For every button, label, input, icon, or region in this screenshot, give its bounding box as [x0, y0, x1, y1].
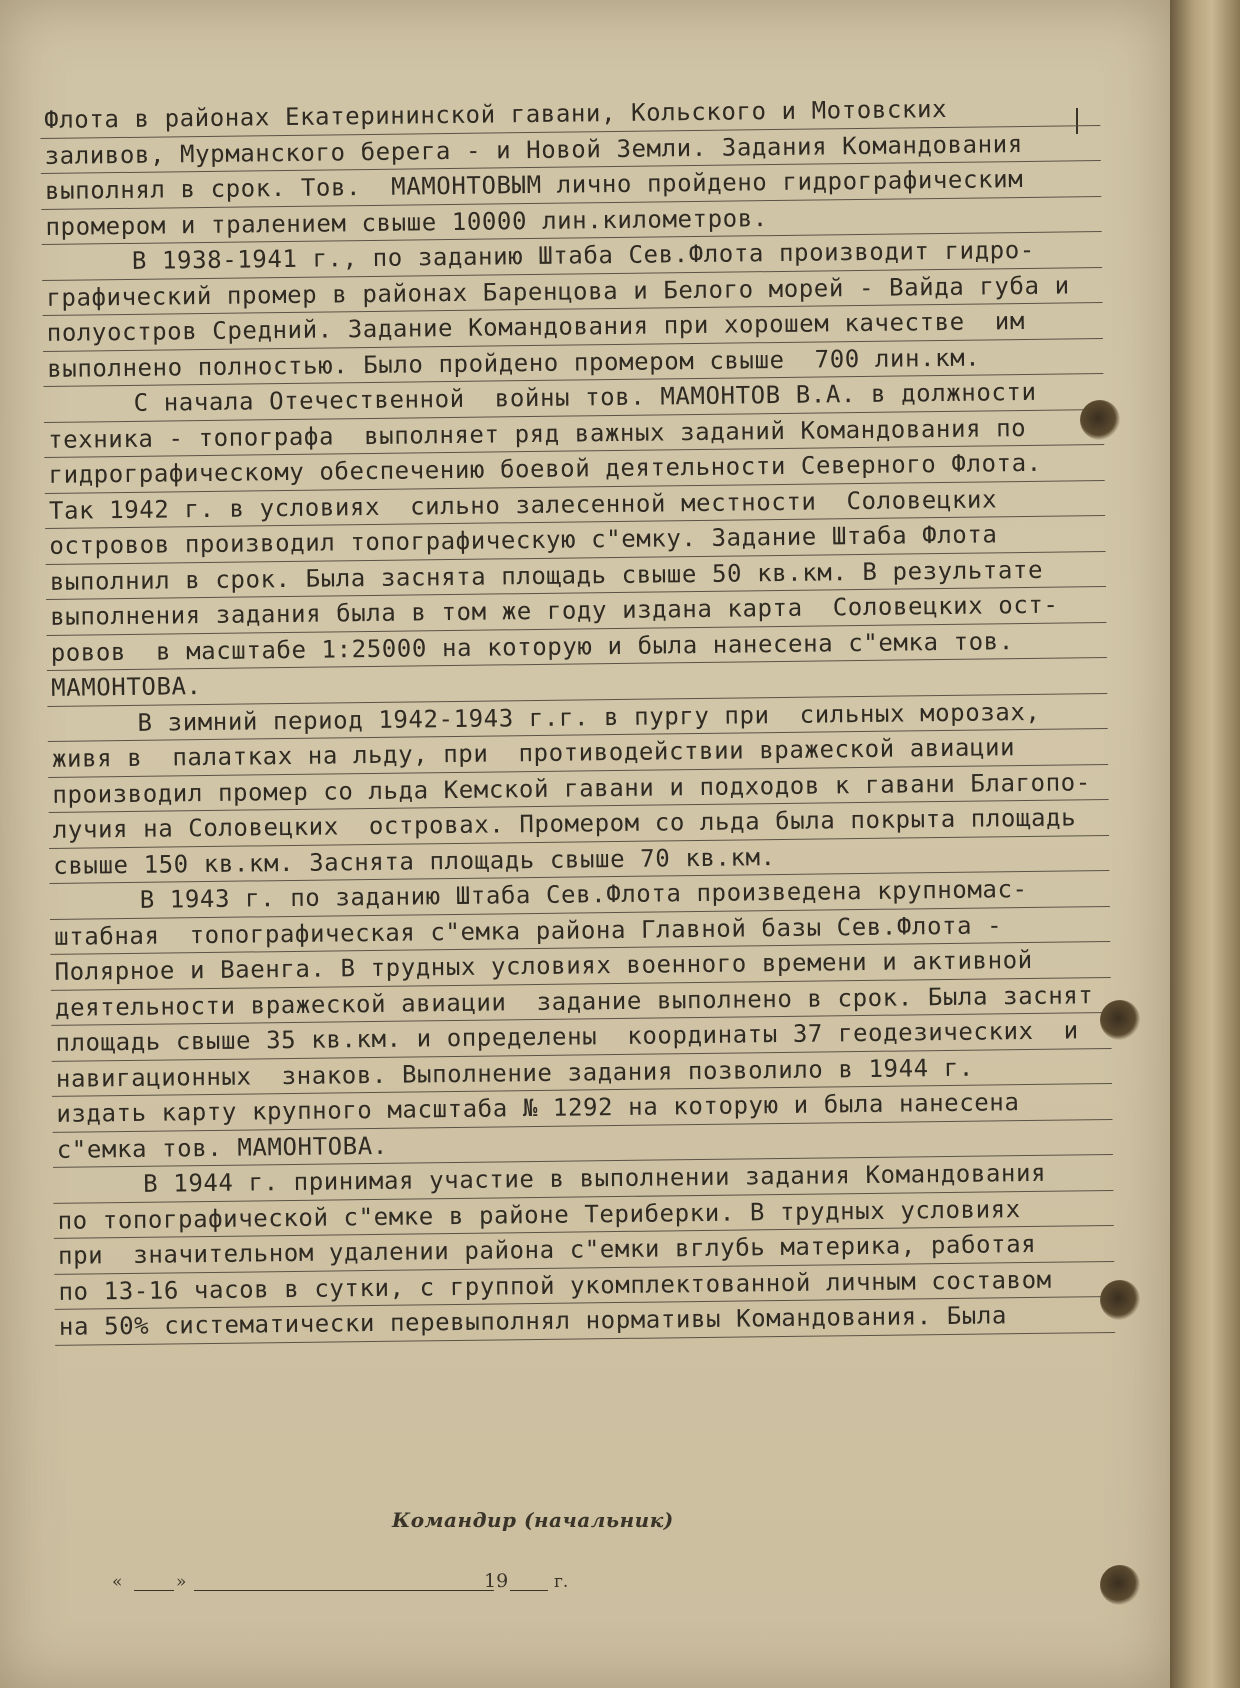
- text-line: выполнения задания была в том же году издана карта Соловецких ост-: [46, 587, 1106, 635]
- text-line: выполнил в срок. Была заснята площадь свыше 50 кв.км. В результате: [46, 552, 1106, 600]
- text-line: графический промер в районах Баренцова и Белого морей - Вайда губа и: [42, 268, 1102, 316]
- text-line: с"емка тов. МАМОНТОВА.: [53, 1119, 1113, 1167]
- year-prefix: 19: [484, 1570, 509, 1592]
- month-blank: [194, 1590, 494, 1591]
- text-line: деятельности вражеской авиации задание выполнено в срок. Была заснят: [51, 977, 1111, 1025]
- binder-hole-decoration: [1100, 1565, 1140, 1605]
- text-line: Полярное и Ваенга. В трудных условиях военного времени и активной: [50, 942, 1110, 990]
- text-line: издать карту крупного масштаба № 1292 на которую и была нанесена: [52, 1084, 1112, 1132]
- text-line: МАМОНТОВА.: [47, 658, 1107, 706]
- date-open-quote: «: [112, 1572, 123, 1592]
- day-blank: [134, 1590, 174, 1591]
- text-line: живя в палатках на льду, при противодействии вражеской авиации: [48, 729, 1108, 777]
- text-line: В 1944 г. принимая участие в выполнении задания Командования: [53, 1155, 1113, 1203]
- text-line: на 50% систематически перевыполнял нормативы Командования. Была: [55, 1297, 1115, 1345]
- text-line: по топографической с"емке в районе Териберки. В трудных условиях: [53, 1190, 1113, 1238]
- text-line: Так 1942 г. в условиях сильно залесенной местности Соловецких: [45, 481, 1105, 529]
- text-line: лучия на Соловецких островах. Промером со льда была покрыта площадь: [49, 800, 1109, 848]
- text-line: при значительном удалении района с"емки вглубь материка, работая: [54, 1226, 1114, 1274]
- text-line: свыше 150 кв.км. Заснята площадь свыше 70 кв.км.: [49, 835, 1109, 883]
- page-edge: [1170, 0, 1240, 1688]
- binder-hole-decoration: [1080, 400, 1120, 440]
- text-line: заливов, Мурманского берега - и Новой Земли. Задания Командования: [40, 126, 1100, 174]
- text-line: В 1938-1941 г., по заданию Штаба Сев.Флота производит гидро-: [42, 232, 1102, 280]
- text-line: островов производил топографическую с"емку. Задание Штаба Флота: [45, 516, 1105, 564]
- text-line: штабная топографическая с"емка района Главной базы Сев.Флота -: [50, 906, 1110, 954]
- text-line: С начала Отечественной войны тов. МАМОНТОВ В.А. в должности: [43, 374, 1103, 422]
- binder-hole-decoration: [1100, 1280, 1140, 1320]
- text-line: техника - топографа выполняет ряд важных заданий Командования по: [44, 410, 1104, 458]
- text-line: выполнял в срок. Тов. МАМОНТОВЫМ лично пройдено гидрографическим: [41, 161, 1101, 209]
- text-line: площадь свыше 35 кв.км. и определены координаты 37 геодезических и: [51, 1013, 1111, 1061]
- typed-text-block: [40, 90, 1115, 1345]
- text-line: производил промер со льда Кемской гавани и подходов к гавани Благопо-: [48, 764, 1108, 812]
- text-line: гидрографическому обеспечению боевой деятельности Северного Флота.: [44, 445, 1104, 493]
- commander-label: Командир (начальник): [392, 1508, 674, 1532]
- text-line: промером и тралением свыше 10000 лин.километров.: [41, 197, 1101, 245]
- text-line: выполнено полностью. Было пройдено промером свыше 700 лин.км.: [43, 339, 1103, 387]
- text-line: В 1943 г. по заданию Штаба Сев.Флота произведена крупномас-: [50, 871, 1110, 919]
- text-line: по 13-16 часов в сутки, с группой укомплектованной личным составом: [54, 1261, 1114, 1309]
- text-line: полуостров Средний. Задание Командования при хорошем качестве им: [43, 303, 1103, 351]
- text-line: навигационных знаков. Выполнение задания позволило в 1944 г.: [52, 1048, 1112, 1096]
- text-line: В зимний период 1942-1943 г.г. в пургу при сильных морозах,: [47, 694, 1107, 742]
- year-suffix: г.: [554, 1572, 569, 1592]
- text-line: Флота в районах Екатерининской гавани, Кольского и Мотовских: [40, 90, 1100, 138]
- date-close-quote: »: [176, 1572, 187, 1592]
- text-line: ровов в масштабе 1:25000 на которую и была нанесена с"емка тов.: [47, 623, 1107, 671]
- binder-hole-decoration: [1100, 1000, 1140, 1040]
- year-blank: [510, 1590, 548, 1591]
